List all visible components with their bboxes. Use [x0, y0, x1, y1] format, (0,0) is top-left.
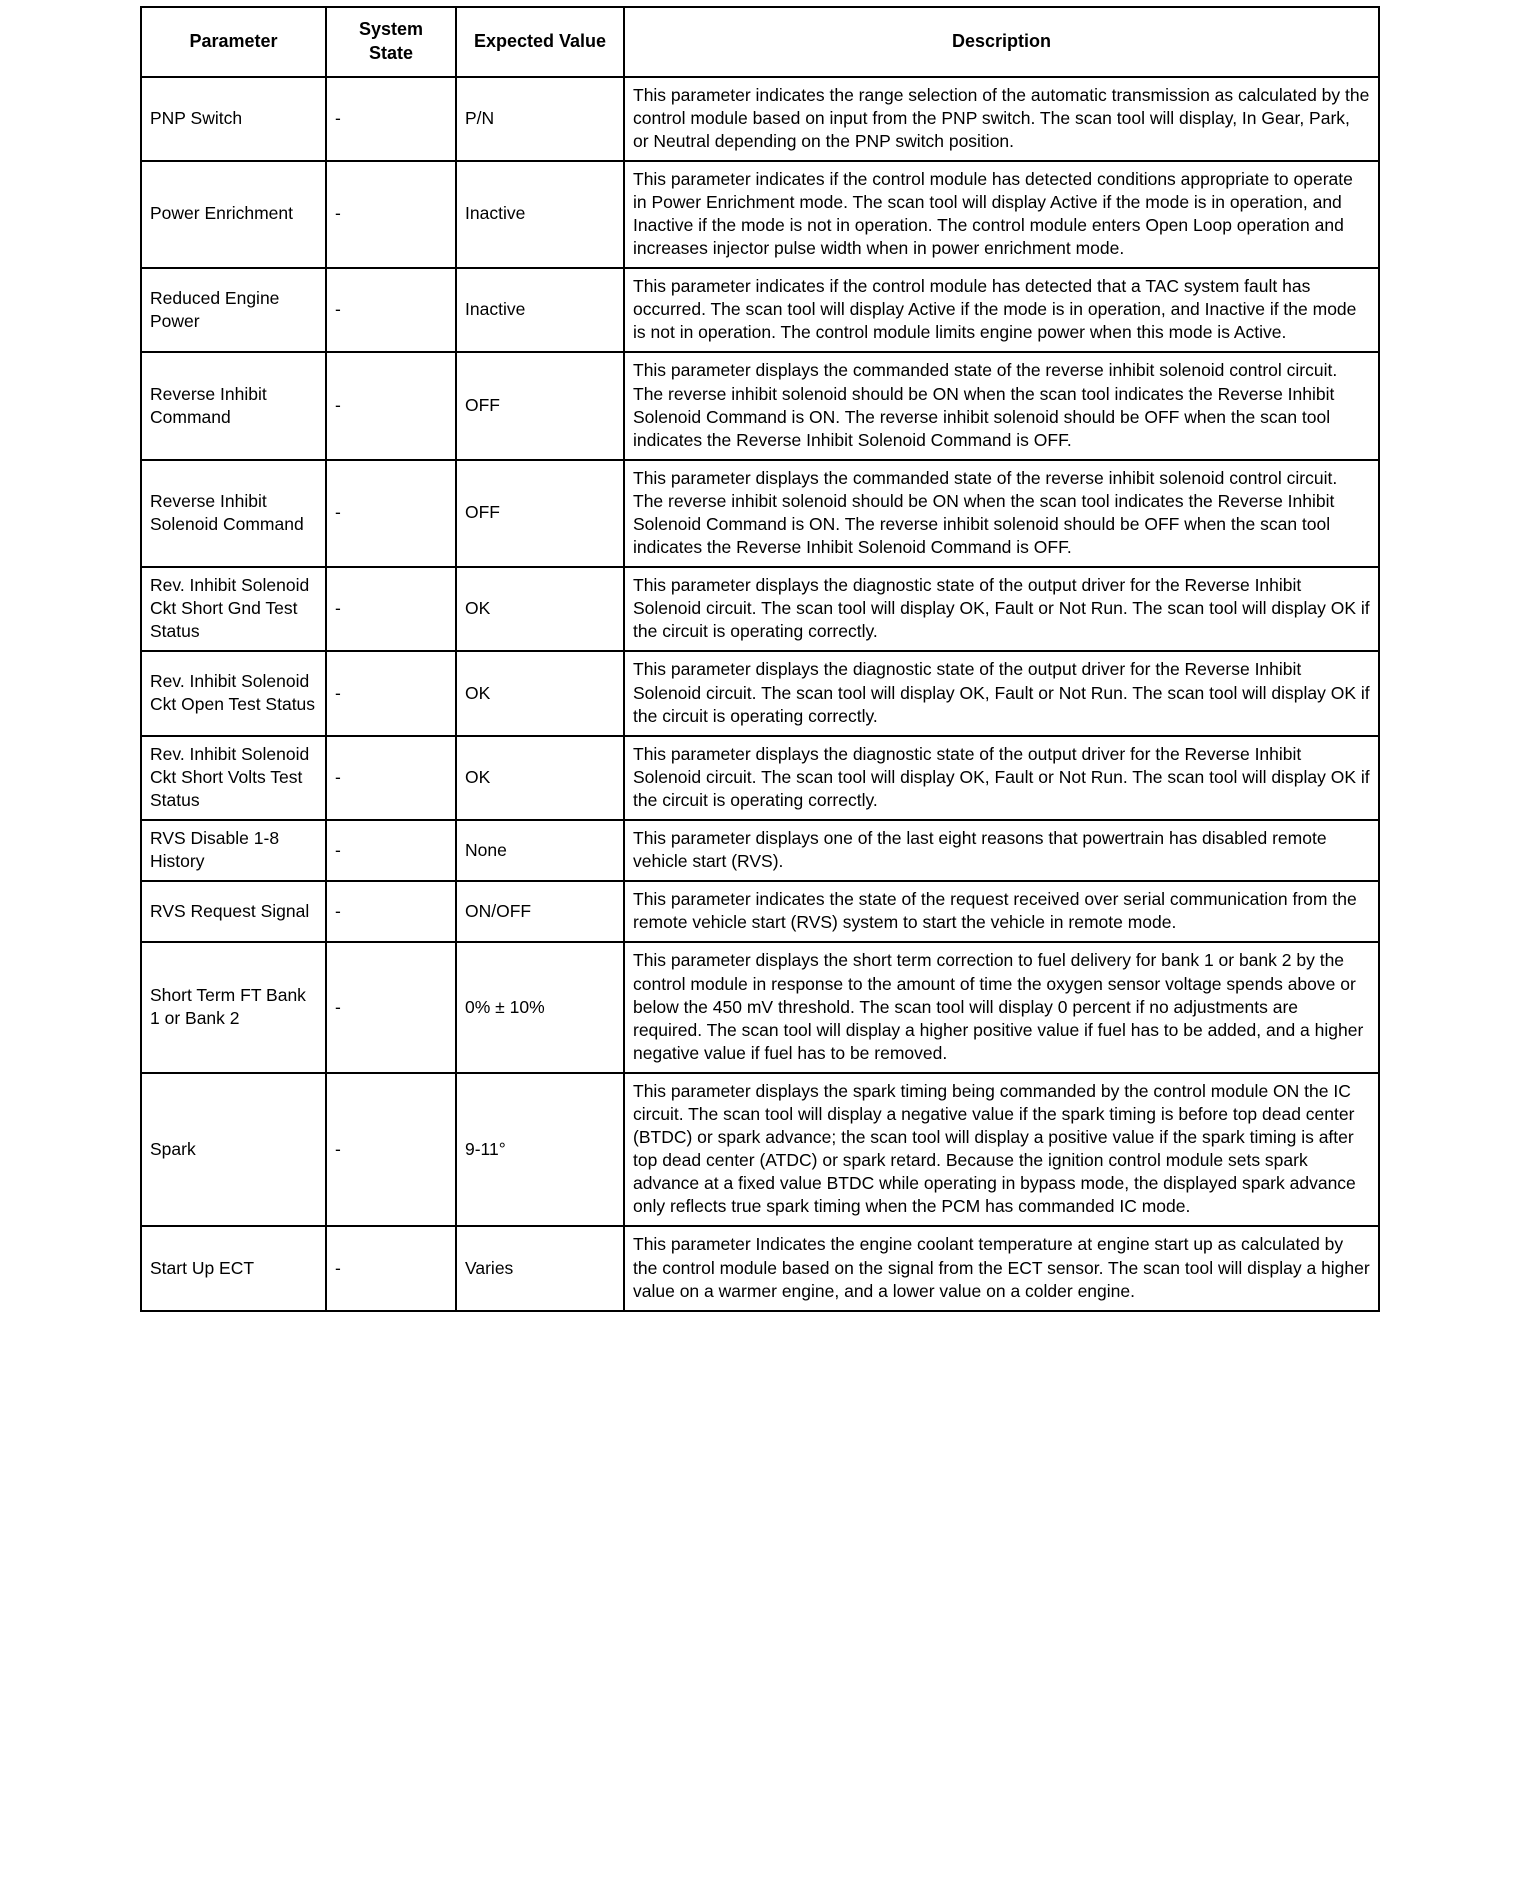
cell-system-state: - [326, 268, 456, 352]
cell-description: This parameter displays the diagnostic state of the output driver for the Reverse Inhibit Solenoid circuit. The scan tool will display OK, Fault or Not Run. The scan tool will display OK if the circuit is operating correctly. [624, 567, 1379, 651]
cell-parameter: Power Enrichment [141, 161, 326, 268]
table-row [141, 942, 1379, 1072]
column-header-system-state: System State [326, 7, 456, 77]
cell-system-state: - [326, 820, 456, 881]
cell-expected-value: ON/OFF [456, 881, 624, 942]
table-row [141, 651, 1379, 735]
cell-expected-value: P/N [456, 77, 624, 161]
cell-parameter: Start Up ECT [141, 1226, 326, 1310]
cell-expected-value: OFF [456, 460, 624, 567]
cell-system-state: - [326, 736, 456, 820]
cell-description: This parameter displays the commanded state of the reverse inhibit solenoid control circuit. The reverse inhibit solenoid should be ON when the scan tool indicates the Reverse Inhibit Solenoid Command is ON. The reverse inhibit solenoid should be OFF when the scan tool indicates the Reverse Inhibit Solenoid Command is OFF. [624, 460, 1379, 567]
cell-system-state: - [326, 1073, 456, 1227]
cell-parameter: Short Term FT Bank 1 or Bank 2 [141, 942, 326, 1072]
table-row [141, 352, 1379, 459]
cell-system-state: - [326, 352, 456, 459]
cell-system-state: - [326, 567, 456, 651]
cell-description: This parameter displays the spark timing being commanded by the control module ON the IC circuit. The scan tool will display a negative value if the spark timing is before top dead center (BTDC) or spark advance; the scan tool will display a positive value if the spark timing is after top dead center (ATDC) or spark retard. Because the ignition control module sets spark advance at a fixed value BTDC while operating in bypass mode, the displayed spark advance only reflects true spark timing when the PCM has commanded IC mode. [624, 1073, 1379, 1227]
table-row [141, 881, 1379, 942]
table-row [141, 820, 1379, 881]
cell-parameter: PNP Switch [141, 77, 326, 161]
cell-description: This parameter indicates the state of the request received over serial communication from the remote vehicle start (RVS) system to start the vehicle in remote mode. [624, 881, 1379, 942]
table-row [141, 460, 1379, 567]
cell-expected-value: OK [456, 736, 624, 820]
cell-description: This parameter displays the diagnostic state of the output driver for the Reverse Inhibit Solenoid circuit. The scan tool will display OK, Fault or Not Run. The scan tool will display OK if the circuit is operating correctly. [624, 736, 1379, 820]
cell-description: This parameter displays one of the last eight reasons that powertrain has disabled remote vehicle start (RVS). [624, 820, 1379, 881]
cell-expected-value: Varies [456, 1226, 624, 1310]
cell-expected-value: OFF [456, 352, 624, 459]
cell-system-state: - [326, 161, 456, 268]
cell-description: This parameter Indicates the engine coolant temperature at engine start up as calculated by the control module based on the signal from the ECT sensor. The scan tool will display a higher value on a warmer engine, and a lower value on a colder engine. [624, 1226, 1379, 1310]
cell-expected-value: 0% ± 10% [456, 942, 624, 1072]
cell-expected-value: Inactive [456, 268, 624, 352]
cell-system-state: - [326, 77, 456, 161]
table-row [141, 567, 1379, 651]
table-body [141, 77, 1379, 1311]
cell-system-state: - [326, 651, 456, 735]
cell-expected-value: None [456, 820, 624, 881]
cell-expected-value: OK [456, 567, 624, 651]
table-row [141, 1226, 1379, 1310]
column-header-description: Description [624, 7, 1379, 77]
parameter-table [140, 6, 1380, 1312]
cell-parameter: RVS Disable 1-8 History [141, 820, 326, 881]
cell-system-state: - [326, 942, 456, 1072]
cell-parameter: RVS Request Signal [141, 881, 326, 942]
column-header-parameter: Parameter [141, 7, 326, 77]
cell-description: This parameter indicates if the control module has detected conditions appropriate to operate in Power Enrichment mode. The scan tool will display Active if the mode is in operation, and Inactive if the mode is not in operation. The control module enters Open Loop operation and increases injector pulse width when in power enrichment mode. [624, 161, 1379, 268]
cell-system-state: - [326, 460, 456, 567]
table-row [141, 268, 1379, 352]
table-header [141, 7, 1379, 77]
table-row [141, 77, 1379, 161]
cell-system-state: - [326, 1226, 456, 1310]
cell-parameter: Spark [141, 1073, 326, 1227]
cell-parameter: Reverse Inhibit Command [141, 352, 326, 459]
cell-description: This parameter indicates the range selection of the automatic transmission as calculated by the control module based on input from the PNP switch. The scan tool will display, In Gear, Park, or Neutral depending on the PNP switch position. [624, 77, 1379, 161]
table-header-row [141, 7, 1379, 77]
cell-description: This parameter displays the short term correction to fuel delivery for bank 1 or bank 2 by the control module in response to the amount of time the oxygen sensor voltage spends above or below the 450 mV threshold. The scan tool will display 0 percent if no adjustments are required. The scan tool will display a higher positive value if fuel has to be added, and a higher negative value if fuel has to be removed. [624, 942, 1379, 1072]
cell-parameter: Rev. Inhibit Solenoid Ckt Open Test Status [141, 651, 326, 735]
cell-expected-value: 9-11° [456, 1073, 624, 1227]
cell-parameter: Rev. Inhibit Solenoid Ckt Short Gnd Test Status [141, 567, 326, 651]
cell-description: This parameter displays the diagnostic state of the output driver for the Reverse Inhibit Solenoid circuit. The scan tool will display OK, Fault or Not Run. The scan tool will display OK if the circuit is operating correctly. [624, 651, 1379, 735]
cell-expected-value: Inactive [456, 161, 624, 268]
cell-description: This parameter indicates if the control module has detected that a TAC system fault has occurred. The scan tool will display Active if the mode is in operation, and Inactive if the mode is not in operation. The control module limits engine power when this mode is Active. [624, 268, 1379, 352]
table-row [141, 1073, 1379, 1227]
cell-parameter: Reduced Engine Power [141, 268, 326, 352]
table-row [141, 736, 1379, 820]
column-header-expected-value: Expected Value [456, 7, 624, 77]
cell-description: This parameter displays the commanded state of the reverse inhibit solenoid control circuit. The reverse inhibit solenoid should be ON when the scan tool indicates the Reverse Inhibit Solenoid Command is ON. The reverse inhibit solenoid should be OFF when the scan tool indicates the Reverse Inhibit Solenoid Command is OFF. [624, 352, 1379, 459]
cell-parameter: Rev. Inhibit Solenoid Ckt Short Volts Test Status [141, 736, 326, 820]
cell-parameter: Reverse Inhibit Solenoid Command [141, 460, 326, 567]
cell-system-state: - [326, 881, 456, 942]
cell-expected-value: OK [456, 651, 624, 735]
table-row [141, 161, 1379, 268]
